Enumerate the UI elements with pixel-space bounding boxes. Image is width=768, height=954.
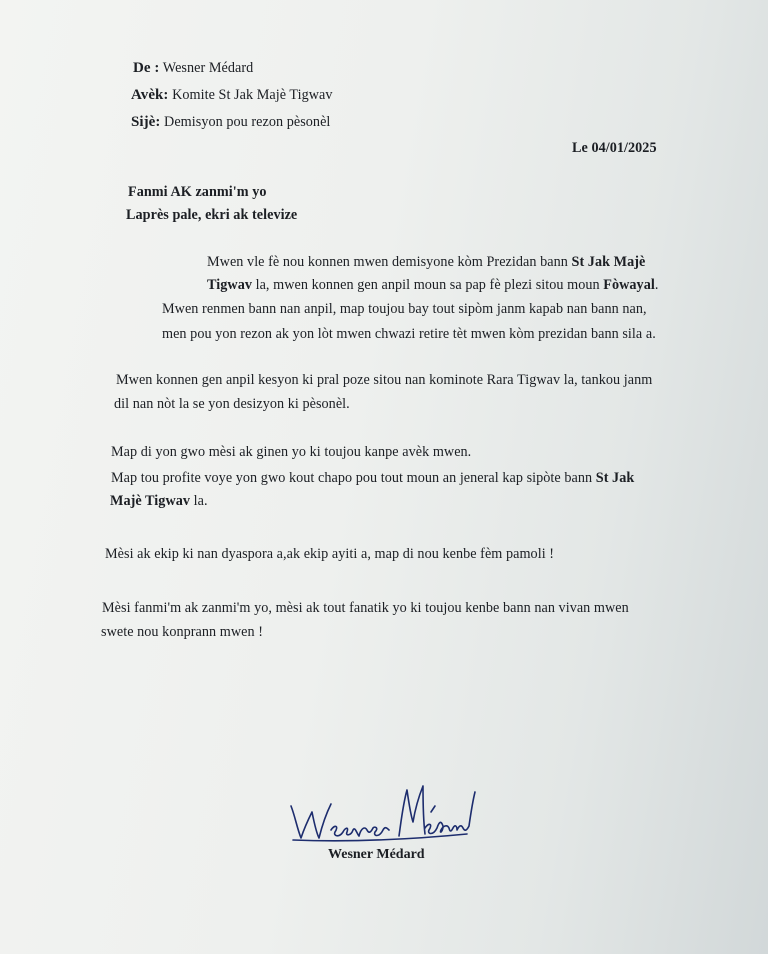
paragraph-3-line-2 [111, 470, 634, 487]
p1-text: Mwen vle fè nou konnen mwen demisyone kòm Prezidan bann [207, 254, 572, 270]
paragraph-5-line-2: swete nou konprann mwen ! [101, 624, 264, 640]
paragraph-2-line-2: dil nan nòt la se yon desizyon ki pèsonèl. [114, 396, 350, 412]
to-line [131, 87, 333, 104]
paragraph-2-line-1: Mwen konnen gen anpil kesyon ki pral poze sitou nan kominote Rara Tigwav la, tankou janm [116, 372, 653, 388]
paragraph-1-line-4: men pou yon rezon ak yon lòt mwen chwazi retire tèt mwen kòm prezidan bann sila a. [162, 326, 656, 342]
letter-date: Le 04/01/2025 [572, 140, 657, 156]
to-value: Komite St Jak Majè Tigwav [172, 87, 333, 103]
paragraph-4: Mèsi ak ekip ki nan dyaspora a,ak ekip ayiti a, map di nou kenbe fèm pamoli ! [105, 546, 555, 562]
paragraph-1-line-2 [207, 277, 658, 294]
handwritten-signature [285, 782, 485, 848]
greeting-line-2: Laprès pale, ekri ak televize [126, 207, 298, 223]
p3-band-name: St Jak [595, 470, 635, 486]
from-line [133, 60, 253, 77]
p1-period: . [654, 277, 659, 293]
paragraph-1-line-1 [207, 254, 645, 271]
p3-text: Map tou profite voye yon gwo kout chapo pou tout moun an jeneral kap sipòte bann [111, 470, 596, 486]
paragraph-3-line-1: Map di yon gwo mèsi ak ginen yo ki toujou kanpe avèk mwen. [111, 444, 472, 460]
paragraph-3-line-3 [110, 493, 208, 510]
paragraph-5-line-1: Mèsi fanmi'm ak zanmi'm yo, mèsi ak tout fanatik yo ki toujou kenbe bann nan vivan mwen [102, 600, 629, 616]
p1-text-2: la, mwen konnen gen anpil moun sa pap fè plezi sitou moun [251, 277, 604, 293]
greeting-line-1: Fanmi AK zanmi'm yo [128, 184, 267, 200]
p1-band-name: St Jak Majè [571, 254, 646, 270]
p3-band-name-cont: Majè Tigwav [110, 493, 191, 509]
subject-label: Sijè: [131, 114, 161, 130]
subject-line [131, 114, 330, 131]
from-label: De : [133, 60, 160, 76]
p1-place: Fòwayal [603, 277, 655, 293]
to-label: Avèk: [131, 87, 169, 103]
paragraph-1-line-3: Mwen renmen bann nan anpil, map toujou bay tout sipòm janm kapab nan bann nan, [162, 301, 647, 317]
p3-text-2: la. [190, 493, 208, 509]
p1-band-name-cont: Tigwav [207, 277, 252, 293]
from-value: Wesner Médard [162, 60, 254, 76]
signature-name: Wesner Médard [328, 847, 425, 862]
subject-value: Demisyon pou rezon pèsonèl [164, 114, 331, 130]
